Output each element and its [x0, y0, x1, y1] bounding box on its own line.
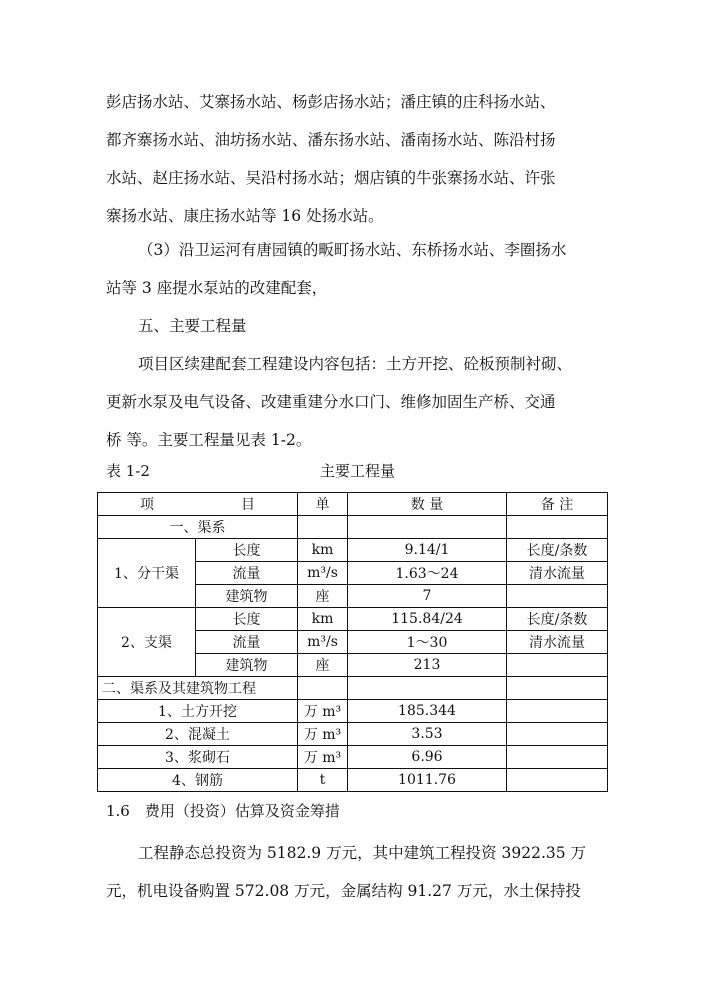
table-row	[98, 539, 608, 562]
remark-cell	[507, 746, 608, 769]
value-cell: 213	[348, 654, 507, 677]
item-cell: 流量	[196, 562, 298, 585]
text-line: 工程静态总投资为 5182.9 万元，其中建筑工程投资 3922.35 万	[138, 844, 587, 862]
table-row	[98, 700, 608, 723]
group-1-name: 1、分干渠	[98, 539, 196, 608]
section-1-6-heading: 1.6 费用（投资）估算及资金筹措	[106, 802, 340, 820]
value-cell: 1011.76	[348, 769, 507, 792]
item-3-paragraph	[106, 231, 604, 307]
header-item	[98, 493, 298, 516]
section-5-paragraph	[106, 345, 604, 459]
text-line: （3）沿卫运河有唐园镇的畈町扬水站、东桥扬水站、李圈扬水	[138, 241, 567, 259]
text-line: 桥 等。主要工程量见表 1-2。	[106, 431, 312, 449]
remark-cell: 长度/条数	[507, 608, 608, 631]
table-row	[98, 677, 608, 700]
intro-paragraph	[106, 83, 604, 235]
text-line: 彭店扬水站、艾寨扬水站、杨彭店扬水站；潘庄镇的庄科扬水站、	[106, 93, 556, 111]
table-row	[98, 516, 608, 539]
remark-cell: 清水流量	[507, 562, 608, 585]
remark-cell	[507, 723, 608, 746]
item-cell: 流量	[196, 631, 298, 654]
unit-cell: m³/s	[298, 562, 348, 585]
item-cell: 长度	[196, 608, 298, 631]
text-line: 项目区续建配套工程建设内容包括：土方开挖、砼板预制衬砌、	[138, 355, 573, 373]
empty-cell	[507, 516, 608, 539]
value-cell: 1～30	[348, 631, 507, 654]
section-title: 五、主要工程量	[138, 317, 247, 335]
text-line: 寨扬水站、康庄扬水站等 16 处扬水站。	[106, 207, 384, 225]
item-cell: 2、混凝土	[98, 723, 298, 746]
section-2-cell: 二、渠系及其建筑物工程	[98, 677, 298, 700]
text-line: 都齐寨扬水站、油坊扬水站、潘东扬水站、潘南扬水站、陈沿村扬	[106, 131, 556, 149]
item-cell: 3、浆砌石	[98, 746, 298, 769]
value-cell: 185.344	[348, 700, 507, 723]
remark-cell	[507, 700, 608, 723]
item-cell: 建筑物	[196, 654, 298, 677]
table-caption	[106, 460, 606, 484]
empty-cell	[348, 677, 507, 700]
header-remark: 备 注	[507, 493, 608, 516]
value-cell: 6.96	[348, 746, 507, 769]
table-row	[98, 746, 608, 769]
value-cell: 115.84/24	[348, 608, 507, 631]
unit-cell: 座	[298, 654, 348, 677]
empty-cell	[507, 677, 608, 700]
item-cell: 4、钢筋	[98, 769, 298, 792]
empty-cell	[298, 677, 348, 700]
text-line: 更新水泵及电气设备、改建重建分水口门、维修加固生产桥、交通	[106, 393, 556, 411]
unit-cell: t	[298, 769, 348, 792]
table-row	[98, 723, 608, 746]
value-cell: 9.14/1	[348, 539, 507, 562]
table-row	[98, 769, 608, 792]
header-unit: 单	[298, 493, 348, 516]
value-cell: 3.53	[348, 723, 507, 746]
header-item-right: 目	[240, 497, 255, 513]
unit-cell: 万 m³	[298, 723, 348, 746]
text-line: 水站、赵庄扬水站、吴沿村扬水站；烟店镇的牛张寨扬水站、许张	[106, 169, 556, 187]
section-5-heading	[106, 307, 604, 345]
empty-cell	[348, 516, 507, 539]
table-label: 表 1-2	[106, 462, 150, 480]
table-header-row	[98, 493, 608, 516]
unit-cell: km	[298, 608, 348, 631]
remark-cell	[507, 769, 608, 792]
section-1-6-paragraph	[106, 834, 604, 910]
text-line: 元，机电设备购置 572.08 万元，金属结构 91.27 万元，水土保持投	[106, 882, 581, 900]
unit-cell: 座	[298, 585, 348, 608]
item-cell: 长度	[196, 539, 298, 562]
value-cell: 1.63～24	[348, 562, 507, 585]
item-cell: 建筑物	[196, 585, 298, 608]
value-cell: 7	[348, 585, 507, 608]
group-2-name: 2、支渠	[98, 608, 196, 677]
text-line: 站等 3 座提水泵站的改建配套，	[106, 279, 328, 297]
section-1-cell: 一、渠系	[98, 516, 298, 539]
remark-cell: 清水流量	[507, 631, 608, 654]
header-item-left: 项	[140, 497, 155, 513]
empty-cell	[298, 516, 348, 539]
table-title: 主要工程量	[320, 462, 396, 480]
quantities-table	[97, 492, 608, 792]
remark-cell	[507, 654, 608, 677]
remark-cell: 长度/条数	[507, 539, 608, 562]
table-row	[98, 608, 608, 631]
header-quantity: 数 量	[348, 493, 507, 516]
unit-cell: m³/s	[298, 631, 348, 654]
unit-cell: 万 m³	[298, 746, 348, 769]
remark-cell	[507, 585, 608, 608]
item-cell: 1、土方开挖	[98, 700, 298, 723]
unit-cell: km	[298, 539, 348, 562]
unit-cell: 万 m³	[298, 700, 348, 723]
